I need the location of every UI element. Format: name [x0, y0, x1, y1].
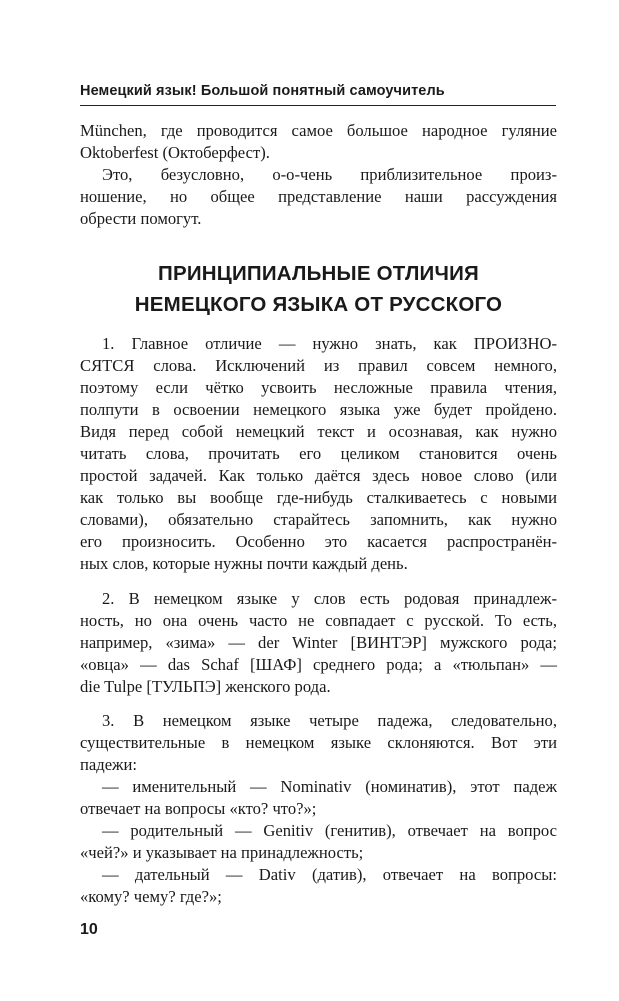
text-line: «кому? чему? где?»; [80, 887, 222, 906]
text-line: ность, но она очень часто не совпадает с русской. То есть, [80, 611, 557, 630]
cases-list [80, 776, 557, 908]
text-line: — родительный — Genitiv (генитив), отвечает на вопрос [102, 821, 557, 840]
text-line: полпути в освоении немецкого языка уже будет пройдено. [80, 400, 557, 419]
text-line: словами), обязательно старайтесь запомнить, как нужно [80, 510, 557, 529]
text-line: например, «зима» — der Winter [ВИНТЭР] мужского рода; [80, 633, 557, 652]
intro-paragraph-1 [80, 120, 557, 164]
text-line: München, где проводится самое большое народное гуляние [80, 121, 557, 140]
text-line: Oktoberfest (Октоберфест). [80, 143, 270, 162]
heading-line: ПРИНЦИПИАЛЬНЫЕ ОТЛИЧИЯ [158, 262, 479, 285]
case-item-genitiv [80, 820, 557, 864]
text-line: читать слова, прочитать его целиком становится очень [80, 444, 557, 463]
text-line: обрести помогут. [80, 209, 202, 228]
text-line: поэтому если чётко усвоить несложные правила чтения, [80, 378, 557, 397]
text-line: «овца» — das Schaf [ШАФ] среднего рода; а «тюльпан» — [80, 655, 557, 674]
text-line: падежи: [80, 755, 138, 774]
page-number: 10 [80, 921, 98, 938]
text-line: его произносить. Особенно это касается распространён- [80, 532, 557, 551]
text-line: — именительный — Nominativ (номинатив), этот падеж [102, 777, 557, 796]
text-line: ношение, но общее представление наши рассуждения [80, 187, 557, 206]
heading-line: НЕМЕЦКОГО ЯЗЫКА ОТ РУССКОГО [134, 293, 503, 316]
text-line: Видя перед собой немецкий текст и осознавая, как нужно [80, 422, 557, 441]
item-1-paragraph [80, 333, 557, 575]
text-line: 2. В немецком языке у слов есть родовая принадлеж- [102, 589, 557, 608]
intro-paragraph-2 [80, 164, 557, 230]
text-line: Это, безусловно, о-о-чень приблизительное произ- [102, 165, 557, 184]
text-line: ных слов, которые нужны почти каждый день. [80, 554, 408, 573]
case-item-nominativ [80, 776, 557, 820]
text-line: простой задачей. Как только даётся здесь новое слово (или [80, 466, 557, 485]
text-line: отвечает на вопросы «кто? что?»; [80, 799, 317, 818]
text-line: «чей?» и указывает на принадлежность; [80, 843, 364, 862]
item-3-paragraph [80, 710, 557, 776]
running-head: Немецкий язык! Большой понятный самоучитель [80, 83, 445, 99]
text-line: die Tulpe [ТУЛЬПЭ] женского рода. [80, 677, 331, 696]
text-line: как только вы вообще где-нибудь сталкиваетесь с новыми [80, 488, 557, 507]
text-line: 1. Главное отличие — нужно знать, как ПРОИЗНО- [102, 334, 557, 353]
section-heading [80, 258, 557, 320]
text-line: 3. В немецком языке четыре падежа, следовательно, [102, 711, 557, 730]
text-line: СЯТСЯ слова. Исключений из правил совсем немного, [80, 356, 557, 375]
text-line: — дательный — Dativ (датив), отвечает на вопросы: [102, 865, 557, 884]
case-item-dativ [80, 864, 557, 908]
text-line: существительные в немецком языке склоняются. Вот эти [80, 733, 557, 752]
header-rule [80, 105, 556, 106]
item-2-paragraph [80, 588, 557, 698]
